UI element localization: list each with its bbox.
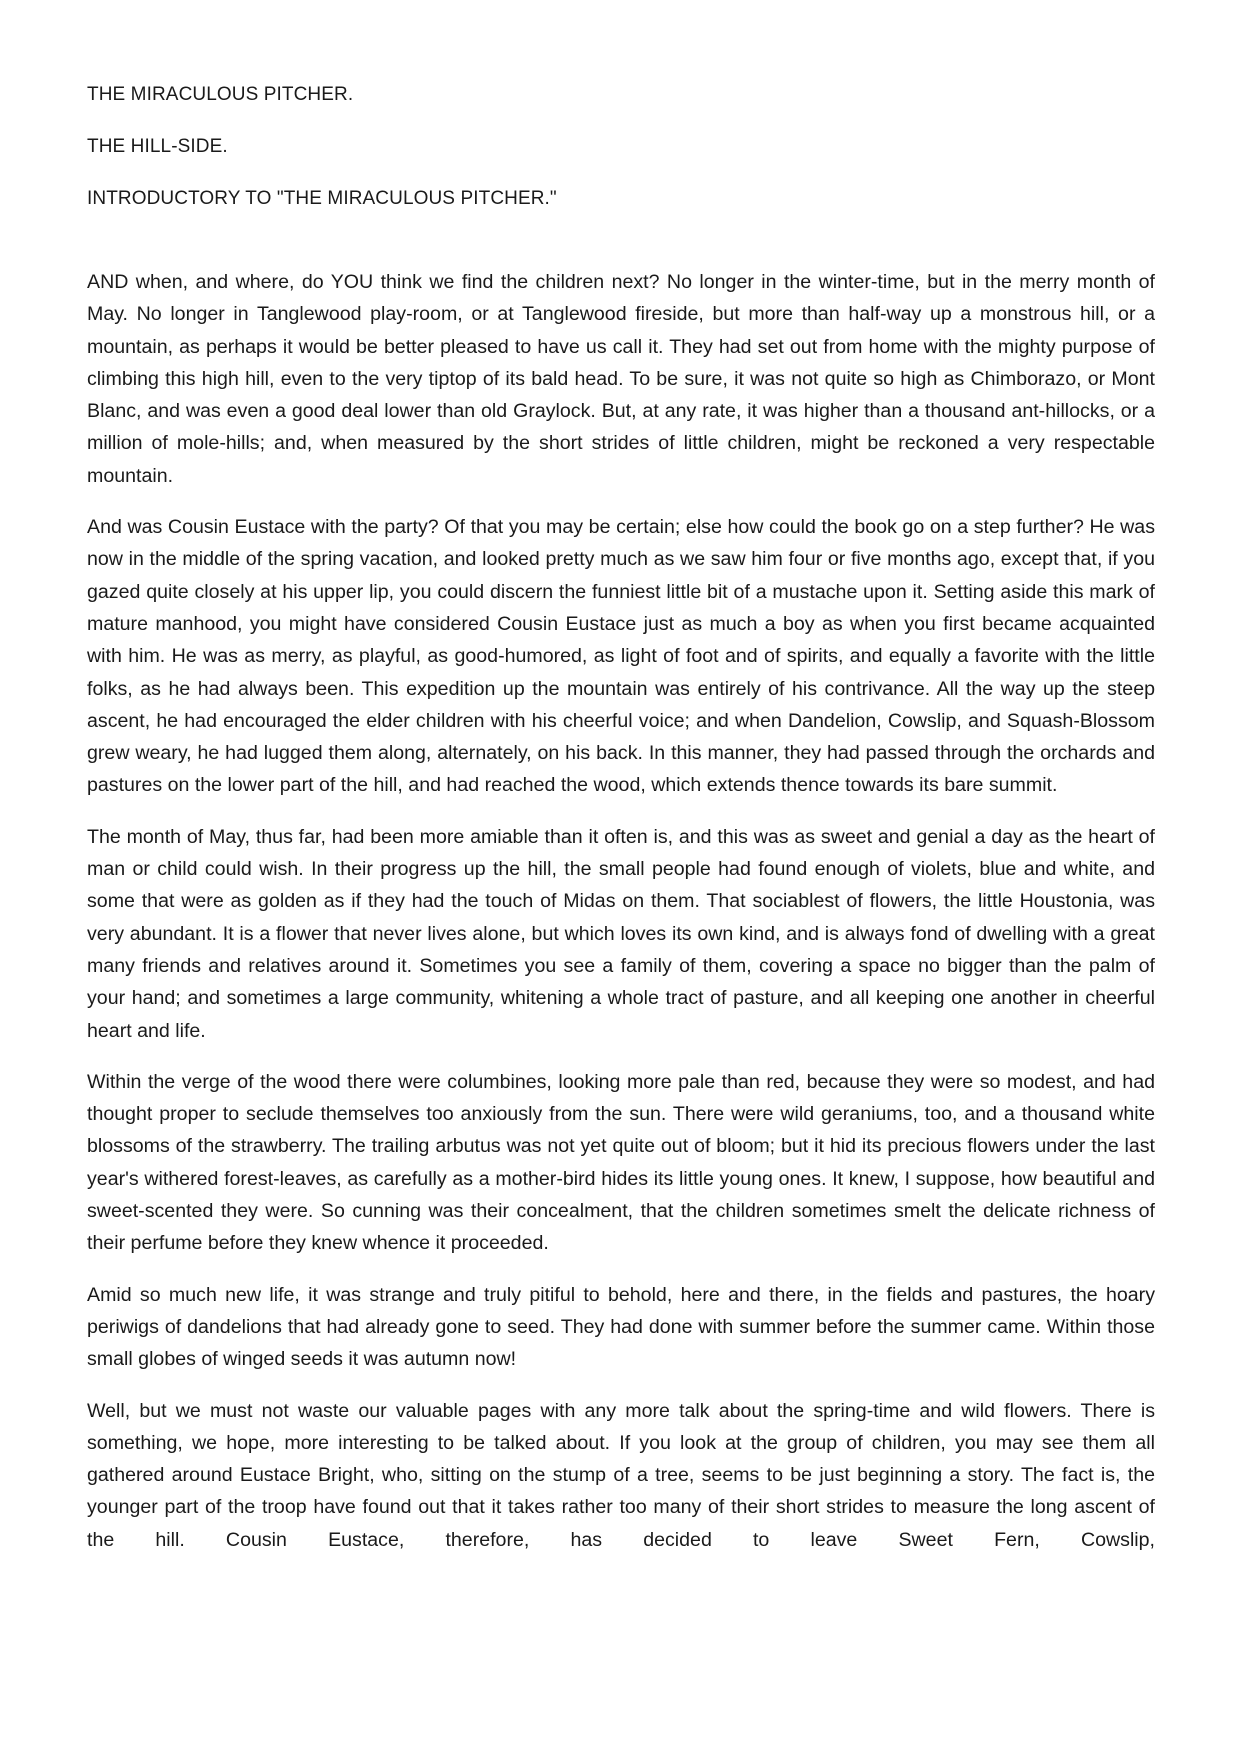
paragraph: The month of May, thus far, had been more amiable than it often is, and this was as sweet and genial a day as the heart of man or child could wish. In their progress up the hill, the small people had found enough of violets, blue and white, and some that were as golden as if they had the touch of Midas on them. That sociablest of flowers, the little Houstonia, was very abundant. It is a flower that never lives alone, but which loves its own kind, and is always fond of dwelling with a great many friends and relatives around it. Sometimes you see a family of them, covering a space no bigger than the palm of your hand; and sometimes a large community, whitening a whole tract of pasture, and all keeping one another in cheerful heart and life. <box>87 825 1155 1042</box>
paragraph: Within the verge of the wood there were columbines, looking more pale than red, because they were so modest, and had thought proper to seclude themselves too anxiously from the sun. There were wild geraniums, too, and a thousand white blossoms of the strawberry. The trailing arbutus was not yet quite out of bloom; but it hid its precious flowers under the last year's withered forest-leaves, as carefully as a mother-bird hides its little young ones. It knew, I suppose, how beautiful and sweet-scented they were. So cunning was their concealment, that the children sometimes smelt the delicate richness of their perfume before they knew whence it proceeded. <box>87 1070 1155 1255</box>
paragraph: Amid so much new life, it was strange and truly pitiful to behold, here and there, in the fields and pastures, the hoary periwigs of dandelions that had already gone to seed. They had done with summer before the summer came. Within those small globes of winged seeds it was autumn now! <box>87 1283 1155 1371</box>
section-title: THE HILL-SIDE. <box>87 136 228 157</box>
document-page <box>87 82 1155 1575</box>
paragraph: AND when, and where, do YOU think we find the children next? No longer in the winter-time, but in the merry month of May. No longer in Tanglewood play-room, or at Tanglewood fireside, but more than half-way up a monstrous hill, or a mountain, as perhaps it would be better pleased to have us call it. They had set out from home with the mighty purpose of climbing this high hill, even to the very tiptop of its bald head. To be sure, it was not quite so high as Chimborazo, or Mont Blanc, and was even a good deal lower than old Graylock. But, at any rate, it was higher than a thousand ant-hillocks, or a million of mole-hills; and, when measured by the short strides of little children, might be reckoned a very respectable mountain. <box>87 271 1155 487</box>
paragraph: And was Cousin Eustace with the party? Of that you may be certain; else how could the book go on a step further? He was now in the middle of the spring vacation, and looked pretty much as we saw him four or five months ago, except that, if you gazed quite closely at his upper lip, you could discern the funniest little bit of a mustache upon it. Setting aside this mark of mature manhood, you might have considered Cousin Eustace just as much a boy as when you first became acquainted with him. He was as merry, as playful, as good-humored, as light of foot and of spirits, and equally a favorite with the little folks, as he had always been. This expedition up the mountain was entirely of his contrivance. All the way up the steep ascent, he had encouraged the elder children with his cheerful voice; and when Dandelion, Cowslip, and Squash-Blossom grew weary, he had lugged them along, alternately, on his back. In this manner, they had passed through the orchards and pastures on the lower part of the hill, and had reached the wood, which extends thence towards its bare summit. <box>87 516 1155 797</box>
chapter-title: THE MIRACULOUS PITCHER. <box>87 84 354 105</box>
paragraph-continued: Well, but we must not waste our valuable pages with any more talk about the spring-time and wild flowers. There is something, we hope, more interesting to be talked about. If you look at the group of children, you may see them all gathered around Eustace Bright, who, sitting on the stump of a tree, seems to be just beginning a story. The fact is, the younger part of the troop have found out that it takes rather too many of their short strides to measure the long ascent of the hill. Cousin Eustace, therefore, has decided to leave Sweet Fern, Cowslip, <box>87 1399 1155 1551</box>
section-subtitle: INTRODUCTORY TO "THE MIRACULOUS PITCHER." <box>87 188 557 209</box>
